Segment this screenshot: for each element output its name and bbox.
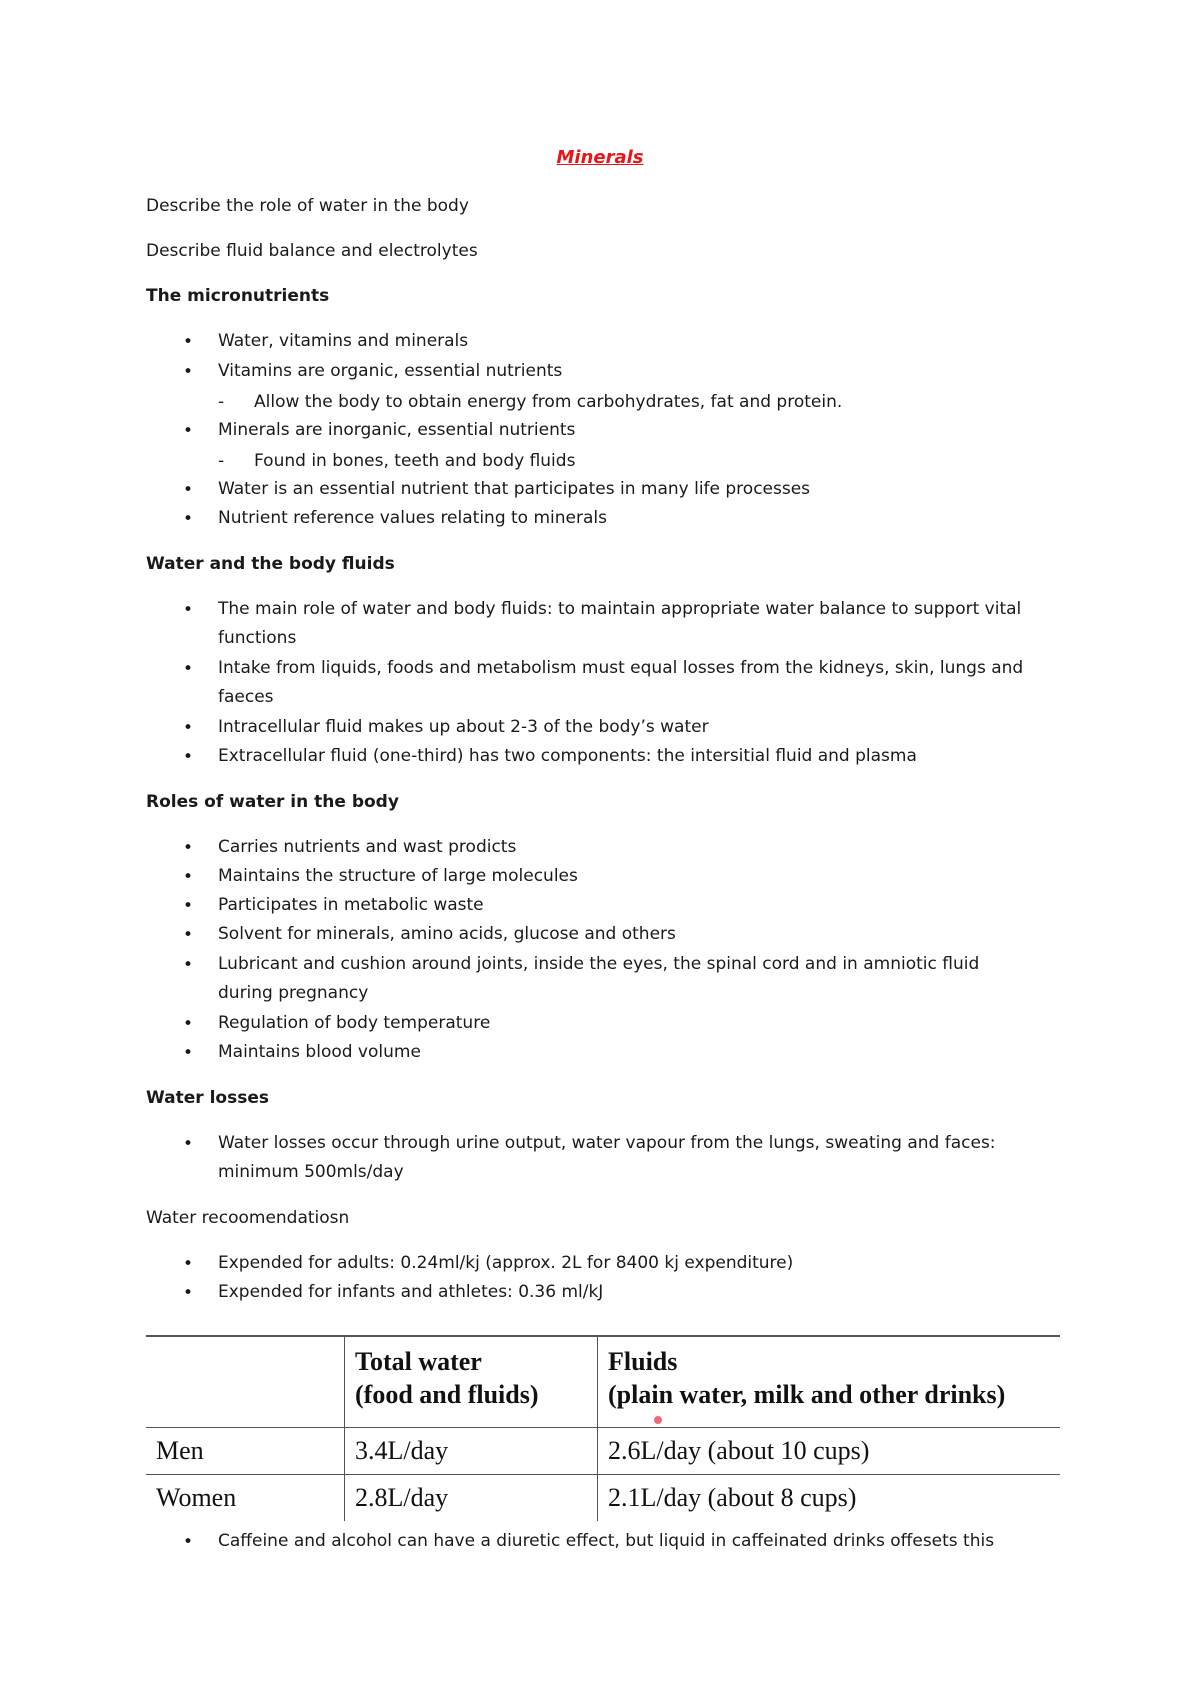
table-cell: 2.6L/day (about 10 cups): [598, 1428, 1061, 1475]
bullet-icon: •: [183, 1532, 194, 1552]
list-item: Carries nutrients and wast prodicts: [218, 837, 517, 857]
bullet-icon: •: [183, 332, 194, 352]
bullet-icon: •: [183, 421, 194, 441]
list-item: Maintains blood volume: [218, 1042, 421, 1062]
list-item: Vitamins are organic, essential nutrients: [218, 361, 563, 381]
table-cell: 3.4L/day: [345, 1428, 598, 1475]
bullet-icon: •: [183, 747, 194, 767]
table-cell: 2.8L/day: [345, 1475, 598, 1522]
table-header-cell: [345, 1336, 598, 1428]
list-item: Expended for adults: 0.24ml/kj (approx. 2L for 8400 kj expenditure): [218, 1253, 794, 1273]
dash-icon: -: [218, 392, 225, 412]
bullet-icon: •: [183, 1014, 194, 1034]
list-item: Participates in metabolic waste: [218, 895, 484, 915]
list-item: Lubricant and cushion around joints, inside the eyes, the spinal cord and in amniotic fluid during pregnancy: [218, 954, 980, 1003]
table-header-cell: [146, 1336, 345, 1428]
list-item: Expended for infants and athletes: 0.36 ml/kJ: [218, 1282, 604, 1302]
list-item: Intracellular fluid makes up about 2-3 of the body’s water: [218, 717, 709, 737]
list-item: Minerals are inorganic, essential nutrients: [218, 420, 576, 440]
dash-icon: -: [218, 451, 225, 471]
table-cell: Men: [146, 1428, 345, 1475]
section-heading-roles: Roles of water in the body: [146, 792, 399, 812]
list-item: Caffeine and alcohol can have a diuretic effect, but liquid in caffeinated drinks offesets this: [218, 1531, 995, 1551]
table-row: [146, 1475, 1060, 1522]
list-item: Water losses occur through urine output, water vapour from the lungs, sweating and faces: minimum 500mls/day: [218, 1133, 996, 1182]
bullet-icon: •: [183, 659, 194, 679]
section-heading-micronutrients: The micronutrients: [146, 286, 330, 306]
list-item: Regulation of body temperature: [218, 1013, 491, 1033]
list-item: Water, vitamins and minerals: [218, 331, 469, 351]
sub-list-item: Allow the body to obtain energy from carbohydrates, fat and protein.: [254, 392, 843, 412]
bullet-icon: •: [183, 1043, 194, 1063]
bullet-icon: •: [183, 509, 194, 529]
bullet-icon: •: [183, 925, 194, 945]
list-item: Nutrient reference values relating to minerals: [218, 508, 607, 528]
header-line-total: Total water (food and fluids): [355, 1347, 539, 1409]
list-item: Intake from liquids, foods and metabolism must equal losses from the kidneys, skin, lungs and faeces: [218, 658, 1024, 707]
annotation-dot-icon: [654, 1416, 662, 1424]
bullet-icon: •: [183, 838, 194, 858]
bullet-icon: •: [183, 362, 194, 382]
bullet-icon: •: [183, 1134, 194, 1154]
table-row: [146, 1428, 1060, 1475]
intro-line-1: Describe the role of water in the body: [146, 196, 469, 216]
bullet-icon: •: [183, 896, 194, 916]
list-item: Water is an essential nutrient that participates in many life processes: [218, 479, 811, 499]
section-heading-body-fluids: Water and the body fluids: [146, 554, 395, 574]
list-item: The main role of water and body fluids: to maintain appropriate water balance to support vital functions: [218, 599, 1022, 648]
table-cell: Women: [146, 1475, 345, 1522]
table-header-cell: [598, 1336, 1061, 1428]
bullet-icon: •: [183, 600, 194, 620]
page-title: Minerals: [556, 147, 644, 168]
header-line-fluids: Fluids (plain water, milk and other drinks): [608, 1347, 1006, 1409]
section-heading-recommendations: Water recoomendatiosn: [146, 1208, 350, 1228]
water-recommendation-table: [146, 1335, 1060, 1521]
list-item: Maintains the structure of large molecules: [218, 866, 578, 886]
sub-list-item: Found in bones, teeth and body fluids: [254, 451, 576, 471]
bullet-icon: •: [183, 955, 194, 975]
bullet-icon: •: [183, 1254, 194, 1274]
section-heading-losses: Water losses: [146, 1088, 269, 1108]
intro-line-2: Describe fluid balance and electrolytes: [146, 241, 478, 261]
bullet-icon: •: [183, 480, 194, 500]
bullet-icon: •: [183, 867, 194, 887]
bullet-icon: •: [183, 718, 194, 738]
list-item: Extracellular fluid (one-third) has two components: the intersitial fluid and plasma: [218, 746, 917, 766]
bullet-icon: •: [183, 1283, 194, 1303]
table-cell: 2.1L/day (about 8 cups): [598, 1475, 1061, 1522]
list-item: Solvent for minerals, amino acids, glucose and others: [218, 924, 676, 944]
